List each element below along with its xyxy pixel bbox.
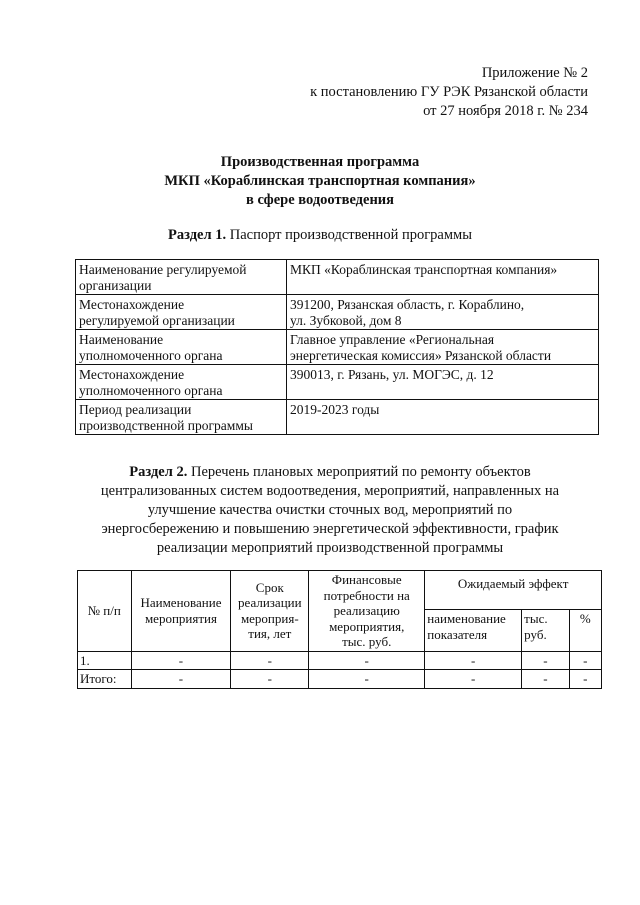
header-term: Срок реализации мероприя- тия, лет <box>231 571 309 652</box>
resolution-date: от 27 ноября 2018 г. № 234 <box>423 103 588 119</box>
passport-table <box>75 259 599 435</box>
header-row <box>78 571 602 610</box>
cell: - <box>131 651 231 670</box>
header-number: № п/п <box>78 571 132 652</box>
section-1-label: Раздел 1. <box>168 227 227 243</box>
table-row <box>78 670 602 689</box>
row-label: Местонахождение регулируемой организации <box>76 295 287 330</box>
approval-stamp <box>310 64 588 121</box>
table-row <box>76 260 599 295</box>
section-1-heading <box>0 226 640 245</box>
cell: - <box>231 651 309 670</box>
header-measure-name: Наименование мероприятия <box>131 571 231 652</box>
appendix-number: Приложение № 2 <box>481 65 588 81</box>
row-label: Период реализации производственной программы <box>76 400 287 435</box>
header-thousand-rub: тыс. руб. <box>522 610 569 651</box>
cell: - <box>522 651 569 670</box>
title-line-2: МКП «Кораблинская транспортная компания» <box>164 173 476 189</box>
section-2-line-2: централизованных систем водоотведения, мероприятий, направленных на <box>100 483 560 499</box>
title-line-3: в сфере водоотведения <box>245 192 395 208</box>
row-label: Местонахождение уполномоченного органа <box>76 365 287 400</box>
row-value: 391200, Рязанская область, г. Кораблино, ул. Зубковой, дом 8 <box>287 295 599 330</box>
table-row <box>76 400 599 435</box>
table-row <box>78 651 602 670</box>
row-value: МКП «Кораблинская транспортная компания» <box>287 260 599 295</box>
header-expected-effect: Ожидаемый эффект <box>425 571 602 610</box>
header-percent: % <box>569 610 601 651</box>
section-2-line-4: энергосбережению и повышению энергетической эффективности, график <box>101 521 559 537</box>
cell: - <box>569 670 601 689</box>
row-number: 1. <box>78 651 132 670</box>
row-value: 390013, г. Рязань, ул. МОГЭС, д. 12 <box>287 365 599 400</box>
document-title <box>0 153 640 210</box>
row-value: Главное управление «Региональная энергетическая комиссия» Рязанской области <box>287 330 599 365</box>
section-2-line-3: улучшение качества очистки сточных вод, мероприятий по <box>147 502 513 518</box>
cell: - <box>131 670 231 689</box>
section-2-heading <box>80 463 580 558</box>
section-2-line-1: Перечень плановых мероприятий по ремонту объектов <box>190 464 531 480</box>
section-2-line-5: реализации мероприятий производственной программы <box>156 540 504 556</box>
row-label: Наименование уполномоченного органа <box>76 330 287 365</box>
table-row <box>76 330 599 365</box>
cell: - <box>425 651 522 670</box>
section-1-text: Паспорт производственной программы <box>229 227 472 243</box>
table-row <box>76 295 599 330</box>
cell: - <box>231 670 309 689</box>
cell: - <box>522 670 569 689</box>
cell: - <box>309 670 425 689</box>
cell: - <box>569 651 601 670</box>
table-row <box>76 365 599 400</box>
header-finance: Финансовые потребности на реализацию мероприятия, тыс. руб. <box>309 571 425 652</box>
cell: - <box>425 670 522 689</box>
row-label: Наименование регулируемой организации <box>76 260 287 295</box>
cell: - <box>309 651 425 670</box>
section-2-label: Раздел 2. <box>129 464 188 480</box>
row-total-label: Итого: <box>78 670 132 689</box>
row-value: 2019-2023 годы <box>287 400 599 435</box>
measures-table <box>77 570 602 689</box>
resolution-reference: к постановлению ГУ РЭК Рязанской области <box>310 84 588 100</box>
header-indicator-name: наименование показателя <box>425 610 522 651</box>
title-line-1: Производственная программа <box>220 154 420 170</box>
